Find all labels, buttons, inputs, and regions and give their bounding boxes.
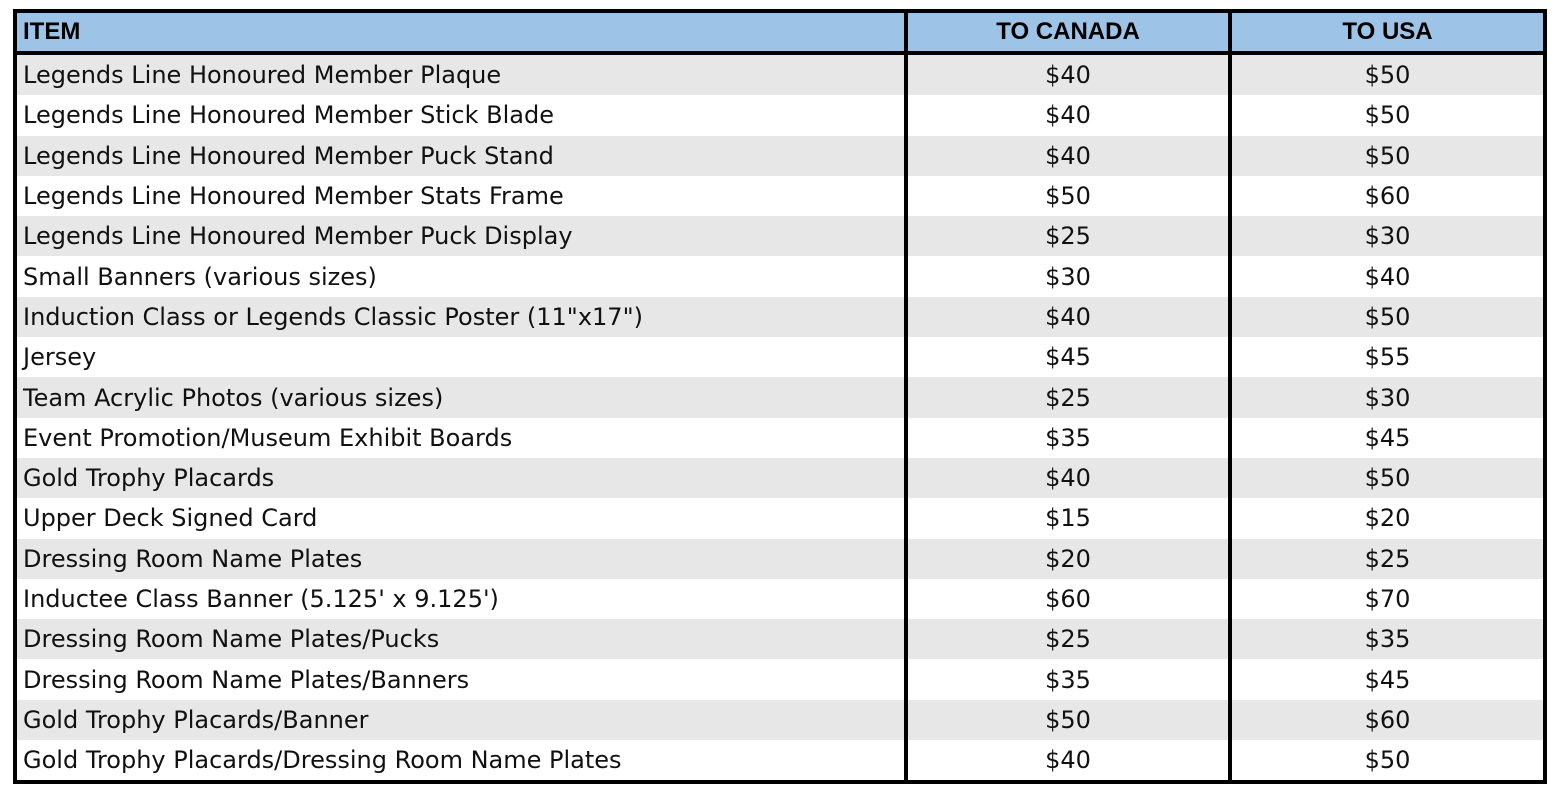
table-row — [17, 539, 1543, 579]
cell-to-usa: $30 — [1232, 216, 1543, 256]
cell-to-usa: $50 — [1232, 297, 1543, 337]
table-row — [17, 297, 1543, 337]
cell-item: Legends Line Honoured Member Puck Display — [17, 216, 908, 256]
cell-item: Small Banners (various sizes) — [17, 256, 908, 296]
cell-item: Gold Trophy Placards/Banner — [17, 700, 908, 740]
cell-to-usa: $20 — [1232, 498, 1543, 538]
table-row — [17, 659, 1543, 699]
table-row — [17, 337, 1543, 377]
cell-to-usa: $50 — [1232, 95, 1543, 135]
header-to-canada: TO CANADA — [908, 13, 1232, 55]
cell-to-canada: $35 — [908, 418, 1232, 458]
cell-item: Legends Line Honoured Member Stick Blade — [17, 95, 908, 135]
table-row — [17, 136, 1543, 176]
cell-item: Team Acrylic Photos (various sizes) — [17, 377, 908, 417]
table-row — [17, 579, 1543, 619]
cell-item: Upper Deck Signed Card — [17, 498, 908, 538]
cell-to-canada: $50 — [908, 700, 1232, 740]
cell-to-usa: $50 — [1232, 55, 1543, 95]
cell-item: Dressing Room Name Plates/Pucks — [17, 619, 908, 659]
table-row — [17, 458, 1543, 498]
table-row — [17, 176, 1543, 216]
cell-to-canada: $40 — [908, 55, 1232, 95]
cell-to-usa: $70 — [1232, 579, 1543, 619]
cell-to-usa: $35 — [1232, 619, 1543, 659]
cell-item: Gold Trophy Placards — [17, 458, 908, 498]
cell-to-usa: $45 — [1232, 418, 1543, 458]
table-row — [17, 740, 1543, 780]
cell-to-canada: $40 — [908, 740, 1232, 780]
cell-item: Inductee Class Banner (5.125' x 9.125') — [17, 579, 908, 619]
cell-item: Dressing Room Name Plates/Banners — [17, 659, 908, 699]
cell-to-canada: $50 — [908, 176, 1232, 216]
cell-item: Gold Trophy Placards/Dressing Room Name Plates — [17, 740, 908, 780]
header-item: ITEM — [17, 13, 908, 55]
cell-to-canada: $40 — [908, 458, 1232, 498]
header-to-usa: TO USA — [1232, 13, 1543, 55]
cell-to-canada: $30 — [908, 256, 1232, 296]
table-row — [17, 95, 1543, 135]
cell-item: Legends Line Honoured Member Stats Frame — [17, 176, 908, 216]
cell-to-canada: $35 — [908, 659, 1232, 699]
cell-to-canada: $60 — [908, 579, 1232, 619]
cell-item: Legends Line Honoured Member Puck Stand — [17, 136, 908, 176]
table-row — [17, 619, 1543, 659]
cell-to-canada: $25 — [908, 377, 1232, 417]
table-row — [17, 418, 1543, 458]
table-body — [17, 55, 1543, 780]
table-row — [17, 216, 1543, 256]
cell-to-canada: $45 — [908, 337, 1232, 377]
cell-item: Jersey — [17, 337, 908, 377]
cell-to-usa: $30 — [1232, 377, 1543, 417]
header-row — [17, 13, 1543, 55]
cell-to-usa: $50 — [1232, 740, 1543, 780]
cell-to-usa: $60 — [1232, 700, 1543, 740]
cell-to-usa: $40 — [1232, 256, 1543, 296]
cell-item: Event Promotion/Museum Exhibit Boards — [17, 418, 908, 458]
cell-to-canada: $20 — [908, 539, 1232, 579]
cell-item: Induction Class or Legends Classic Poster (11"x17") — [17, 297, 908, 337]
cell-item: Dressing Room Name Plates — [17, 539, 908, 579]
table-row — [17, 700, 1543, 740]
cell-to-usa: $45 — [1232, 659, 1543, 699]
shipping-price-table — [13, 9, 1547, 784]
cell-to-canada: $40 — [908, 297, 1232, 337]
cell-to-usa: $60 — [1232, 176, 1543, 216]
table-row — [17, 256, 1543, 296]
cell-to-usa: $50 — [1232, 458, 1543, 498]
cell-to-canada: $40 — [908, 95, 1232, 135]
cell-to-canada: $15 — [908, 498, 1232, 538]
table-header — [17, 13, 1543, 55]
cell-to-canada: $25 — [908, 216, 1232, 256]
table-row — [17, 55, 1543, 95]
cell-item: Legends Line Honoured Member Plaque — [17, 55, 908, 95]
cell-to-usa: $25 — [1232, 539, 1543, 579]
table-row — [17, 377, 1543, 417]
cell-to-usa: $55 — [1232, 337, 1543, 377]
table-row — [17, 498, 1543, 538]
cell-to-canada: $40 — [908, 136, 1232, 176]
cell-to-usa: $50 — [1232, 136, 1543, 176]
cell-to-canada: $25 — [908, 619, 1232, 659]
